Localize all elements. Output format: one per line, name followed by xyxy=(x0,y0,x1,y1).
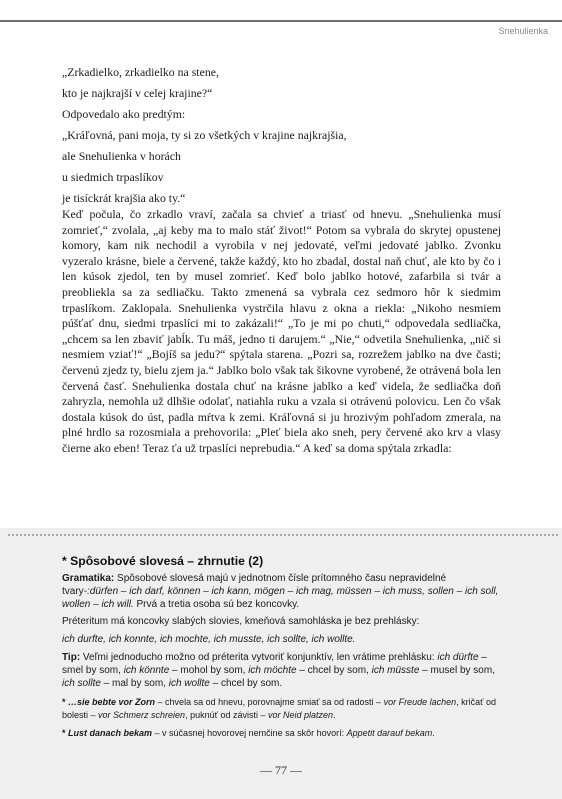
footnote-zorn: * …sie bebte vor Zorn – chvela sa od hnevu, porovnajme smiať sa od radosti – vor Freude lachen, kričať od bolesti – vor Schmerz schreien, puknúť od závisti – vor Neid platzen. xyxy=(62,697,496,720)
verse-line: ale Snehulienka v horách xyxy=(62,149,181,163)
page-number: — 77 — xyxy=(260,763,302,777)
grammar-title: * Spôsobové slovesá – zhrnutie (2) xyxy=(62,554,264,568)
dotted-divider xyxy=(8,534,558,536)
preterite-forms: ich durfte, ich konnte, ich mochte, ich musste, ich sollte, ich wollte. xyxy=(62,634,356,645)
verse-line: u siedmich trpaslíkov xyxy=(62,170,164,184)
verse-line: „Kráľovná, pani moja, ty si zo všetkých v krajine najkrajšia, xyxy=(62,128,347,142)
grammar-label: Gramatika: xyxy=(62,573,115,584)
tip-label: Tip: xyxy=(62,652,81,663)
verse-line: Odpovedalo ako predtým: xyxy=(62,107,186,121)
mirror-verse xyxy=(62,62,502,209)
running-header: Snehulienka xyxy=(498,26,548,36)
grammar-rule-paragraph: Gramatika: Spôsobové slovesá majú v jednotnom čísle prítomného času nepravidelné tvary-:dürfen – ich darf, können – ich kann, mögen – ich mag, müssen – ich muss, sollen – ich soll, wollen – ich will. Prvá a tretia osoba sú bez koncovky. xyxy=(62,573,499,610)
verse-line: „Zrkadielko, zrkadielko na stene, xyxy=(62,65,219,79)
header-rule xyxy=(0,20,562,22)
preterite-rule: Préteritum má koncovky slabých slovies, kmeňová samohláska je bez prehlásky: xyxy=(62,616,420,627)
footnote-lust: * Lust danach bekam – v súčasnej hovorovej nemčine sa skôr hovorí: Appetit darauf bekam. xyxy=(62,728,435,738)
modal-verb-forms: -:dürfen – ich darf, können – ich kann, mögen – ich mag, müssen – ich muss, sollen – ich soll, wollen – ich will. xyxy=(62,586,499,610)
verse-line: kto je najkrajší v celej krajine?“ xyxy=(62,86,213,100)
story-paragraph: Keď počula, čo zrkadlo vraví, začala sa chvieť a triasť od hnevu. „Snehulienka musí zomrieť,“ zvolala, „aj keby ma to malo stáť život!“ Potom sa vybrala do skrytej opustenej komory, kam nik nechodil a vyrobila v nej jedovaté, veľmi jedovaté jablko. Zvonku vyzeralo krásne, biele a červené, takže každý, kto ho zbadal, dostal naň chuť, ale kto by čo i len kúsok zjedol, ten by musel zomrieť. Keď bolo jablko hotové, zafarbila si tvár a preobliekla sa za sedliačku. Takto zmenená sa vybrala cez sedmoro hôr k siedmim trpaslíkom. Zaklopala. Snehulienka vystrčila hlavu z okna a riekla: „Nikoho nesmiem púšťať dnu, siedmi trpaslíci mi to zakázali!“ „To je mi po chuti,“ odpovedala sedliačka, „chcem sa len zbaviť jabĺk. Tu máš, jedno ti darujem.“ „Nie,“ odvetila Snehulienka, „nič si nesmiem vziať!“ „Bojíš sa jedu?“ spýtala starena. „Pozri sa, rozrežem jablko na dve časti; červenú zjedz ty, bielu zjem ja.“ Jablko bolo však tak šikovne vyrobené, že otrávená bola len červená časť. Snehulienka dostala chuť na krásne jablko a keď videla, že sedliačka doň zahryzla, nemohla už dlhšie odolať, natiahla ruku a vzala si otrávenú polovicu. Len čo však dostala kúsok do úst, padla mŕtva k zemi. Kráľovná si ju hrozivým pohľadom zmerala, na plné hrdlo sa rozosmiala a prehovorila: „Pleť biela ako sneh, pery červené ako krv a vlasy čierne ako eben! Teraz ťa už trpaslíci neprebudia.“ A keď sa doma spýtala zrkadla: xyxy=(62,207,501,455)
tip-paragraph: Tip: Veľmi jednoducho možno od préterita vytvoriť konjunktív, len vrátime prehlásku: ich dürfte – smel by som, ich könnte – mohol by som, ich möchte – chcel by som, ich müsste – musel by som, ich sollte – mal by som, ich wollte – chcel by som. xyxy=(62,652,495,689)
verse-line: je tisíckrát krajšia ako ty.“ xyxy=(62,191,186,205)
